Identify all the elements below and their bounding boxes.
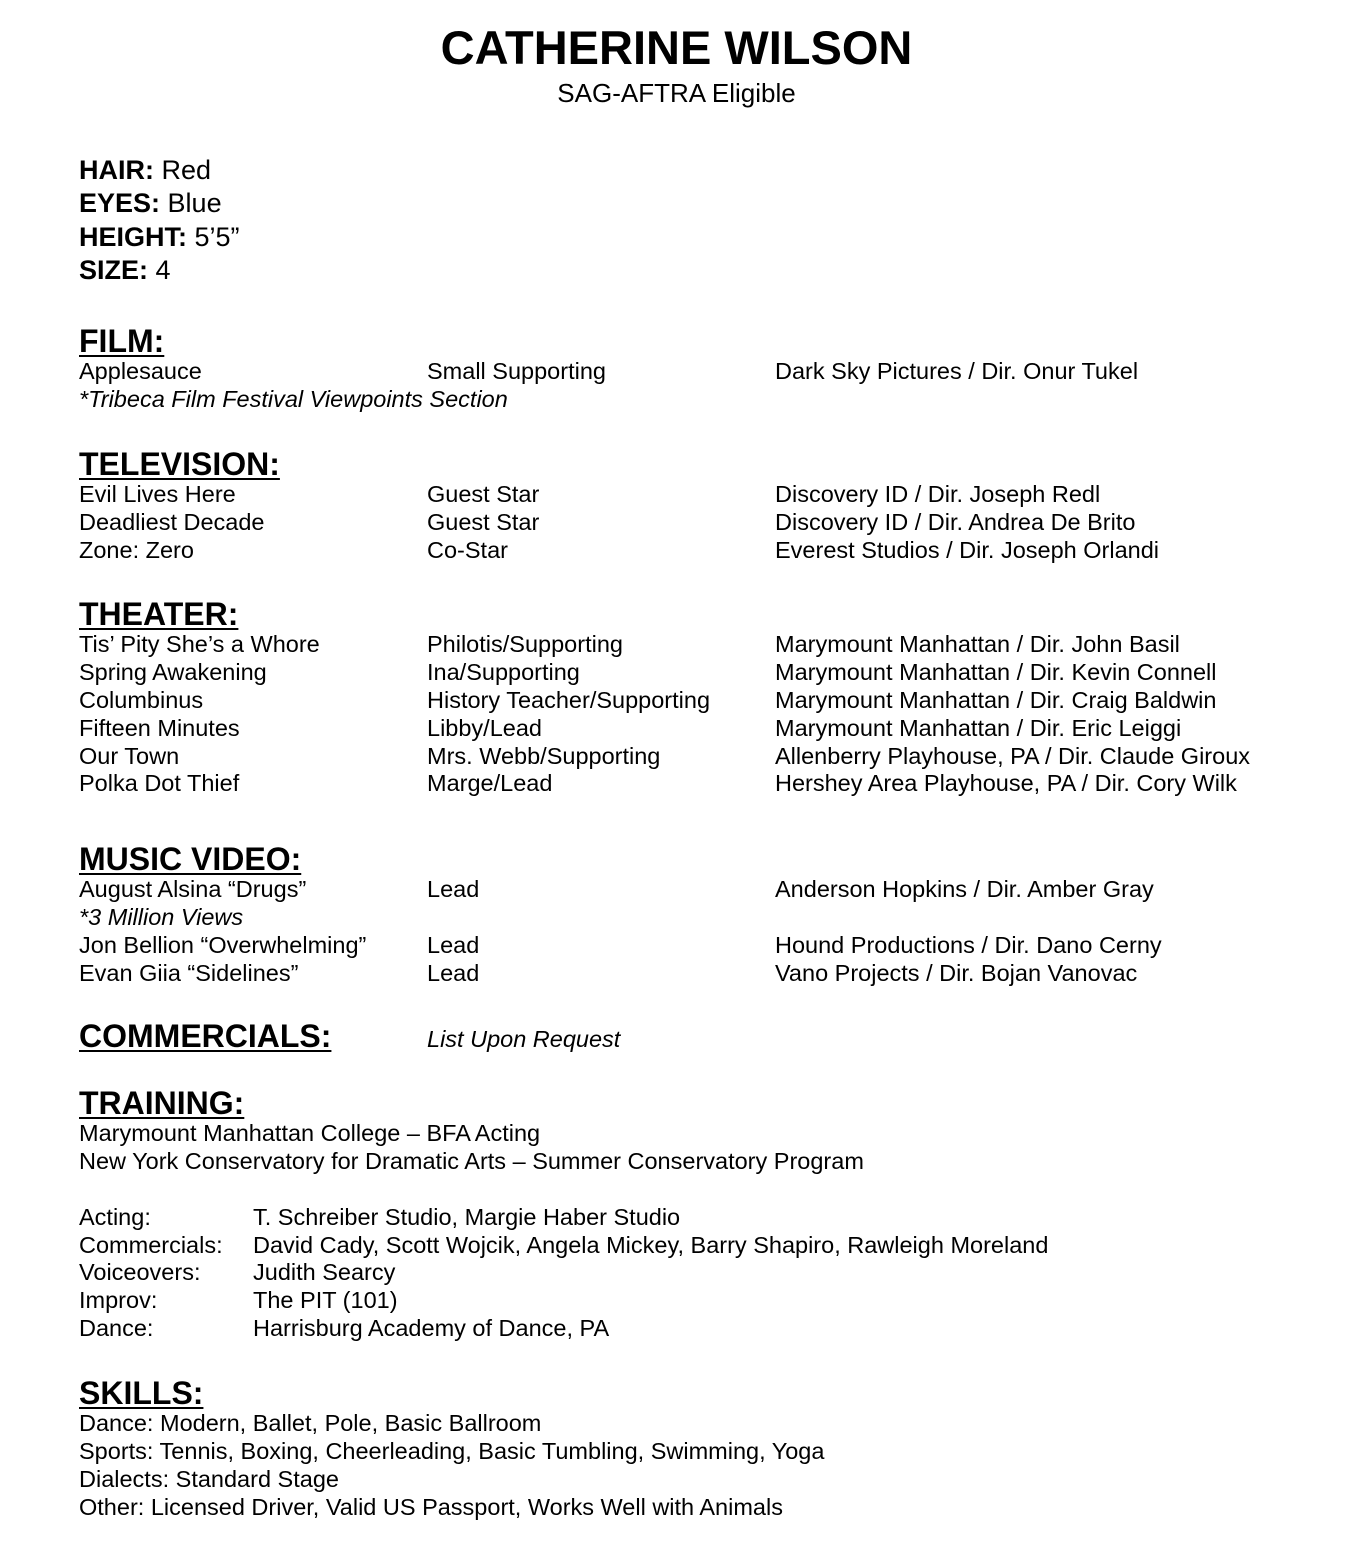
commercials-note: List Upon Request (427, 1026, 621, 1052)
training-value: David Cady, Scott Wojcik, Angela Mickey, Barry Shapiro, Rawleigh Moreland (253, 1231, 1049, 1258)
credit-row (79, 358, 1339, 386)
credit-row (79, 631, 1339, 659)
theater-section (79, 597, 1339, 798)
credit-company: Discovery ID / Dir. Joseph Redl (775, 481, 1101, 507)
section-heading: FILM: (79, 323, 165, 359)
stat-label: HAIR: (79, 155, 154, 185)
skills-section (79, 1376, 1339, 1522)
credit-title: Evil Lives Here (79, 481, 236, 507)
credit-company: Hershey Area Playhouse, PA / Dir. Cory Wilk (775, 770, 1237, 797)
credit-company: Marymount Manhattan / Dir. Eric Leiggi (775, 714, 1182, 741)
training-school: New York Conservatory for Dramatic Arts – Summer Conservatory Program (79, 1147, 864, 1174)
training-row (79, 1232, 1339, 1260)
credit-company: Everest Studios / Dir. Joseph Orlandi (775, 536, 1160, 563)
section-heading: THEATER: (79, 596, 239, 632)
credit-company: Anderson Hopkins / Dir. Amber Gray (775, 876, 1154, 902)
section-heading: MUSIC VIDEO: (79, 841, 302, 877)
credit-row (79, 932, 1339, 960)
credit-title: Deadliest Decade (79, 508, 265, 535)
television-section (79, 447, 1339, 565)
credit-row (79, 960, 1339, 988)
credit-role: Lead (427, 931, 480, 958)
credit-company: Vano Projects / Dir. Bojan Vanovac (775, 959, 1138, 986)
credit-role: History Teacher/Supporting (427, 686, 711, 713)
training-value: Judith Searcy (253, 1259, 396, 1286)
training-row (79, 1259, 1339, 1287)
credit-row (79, 509, 1339, 537)
credit-company: Discovery ID / Dir. Andrea De Brito (775, 508, 1136, 535)
credit-title: Fifteen Minutes (79, 714, 240, 741)
skill-line: Dialects: Standard Stage (79, 1465, 339, 1492)
credit-role: Lead (427, 876, 480, 902)
skill-line: Other: Licensed Driver, Valid US Passport, Works Well with Animals (79, 1493, 783, 1520)
credit-company: Marymount Manhattan / Dir. John Basil (775, 631, 1180, 657)
training-value: The PIT (101) (253, 1287, 398, 1314)
credit-title: Spring Awakening (79, 658, 267, 685)
credit-title: Zone: Zero (79, 536, 194, 563)
stat-value: 5’5” (194, 221, 240, 252)
stat-size (79, 254, 240, 287)
credit-row (79, 659, 1339, 687)
section-heading: TRAINING: (79, 1085, 245, 1121)
training-value: T. Schreiber Studio, Margie Haber Studio (253, 1203, 681, 1230)
credit-role: Co-Star (427, 536, 508, 563)
stat-value: Red (161, 155, 212, 185)
credit-role: Philotis/Supporting (427, 631, 623, 657)
credit-row (79, 715, 1339, 743)
credit-role: Lead (427, 959, 480, 986)
credit-note: *3 Million Views (79, 903, 244, 930)
section-heading: SKILLS: (79, 1375, 204, 1411)
stat-label: HEIGHT: (79, 221, 187, 252)
credit-role: Mrs. Webb/Supporting (427, 742, 661, 769)
credit-title: Our Town (79, 742, 180, 769)
union-status: SAG-AFTRA Eligible (557, 78, 796, 108)
training-label: Commercials: (79, 1231, 223, 1258)
credit-note: *Tribeca Film Festival Viewpoints Section (79, 385, 508, 412)
credit-role: Libby/Lead (427, 714, 542, 741)
credit-role: Guest Star (427, 508, 540, 535)
training-row (79, 1204, 1339, 1232)
credit-title: August Alsina “Drugs” (79, 876, 307, 902)
credit-title: Jon Bellion “Overwhelming” (79, 931, 367, 958)
credit-title: Tis’ Pity She’s a Whore (79, 631, 320, 657)
stat-height (79, 221, 240, 254)
training-section (79, 1086, 1339, 1343)
actor-name: CATHERINE WILSON (440, 21, 913, 74)
spacer (79, 1176, 1339, 1204)
training-school: Marymount Manhattan College – BFA Acting (79, 1120, 541, 1146)
credit-row (79, 876, 1339, 904)
credit-title: Polka Dot Thief (79, 770, 240, 797)
credit-row (79, 687, 1339, 715)
stat-label: EYES: (79, 188, 161, 219)
stat-value: Blue (167, 188, 222, 219)
training-label: Dance: (79, 1315, 154, 1342)
stat-hair (79, 154, 240, 187)
stat-label: SIZE: (79, 254, 149, 285)
credit-title: Applesauce (79, 358, 202, 384)
credit-role: Small Supporting (427, 358, 606, 384)
section-heading: TELEVISION: (79, 446, 280, 482)
section-heading: COMMERCIALS: (79, 1018, 332, 1054)
stat-eyes (79, 187, 240, 220)
commercials-section (79, 1019, 1339, 1053)
credit-company: Hound Productions / Dir. Dano Cerny (775, 931, 1162, 958)
skill-line: Dance: Modern, Ballet, Pole, Basic Ballroom (79, 1410, 542, 1436)
credit-company: Allenberry Playhouse, PA / Dir. Claude Giroux (775, 742, 1251, 769)
music-video-section (79, 842, 1339, 988)
training-value: Harrisburg Academy of Dance, PA (253, 1315, 610, 1342)
training-row (79, 1315, 1339, 1343)
credit-row (79, 770, 1339, 798)
credit-role: Marge/Lead (427, 770, 553, 797)
credit-row (79, 743, 1339, 771)
film-section (79, 324, 1339, 414)
training-label: Acting: (79, 1203, 151, 1230)
credit-company: Dark Sky Pictures / Dir. Onur Tukel (775, 358, 1139, 384)
credit-company: Marymount Manhattan / Dir. Craig Baldwin (775, 686, 1217, 713)
credit-title: Evan Giia “Sidelines” (79, 959, 299, 986)
stat-value: 4 (155, 254, 171, 285)
credit-title: Columbinus (79, 686, 204, 713)
training-row (79, 1287, 1339, 1315)
training-label: Improv: (79, 1287, 158, 1314)
credit-row (79, 537, 1339, 565)
credit-company: Marymount Manhattan / Dir. Kevin Connell (775, 658, 1217, 685)
training-label: Voiceovers: (79, 1259, 201, 1286)
physical-stats (79, 154, 240, 287)
skill-line: Sports: Tennis, Boxing, Cheerleading, Basic Tumbling, Swimming, Yoga (79, 1437, 825, 1464)
credit-role: Ina/Supporting (427, 658, 580, 685)
credit-role: Guest Star (427, 481, 540, 507)
credit-row (79, 481, 1339, 509)
